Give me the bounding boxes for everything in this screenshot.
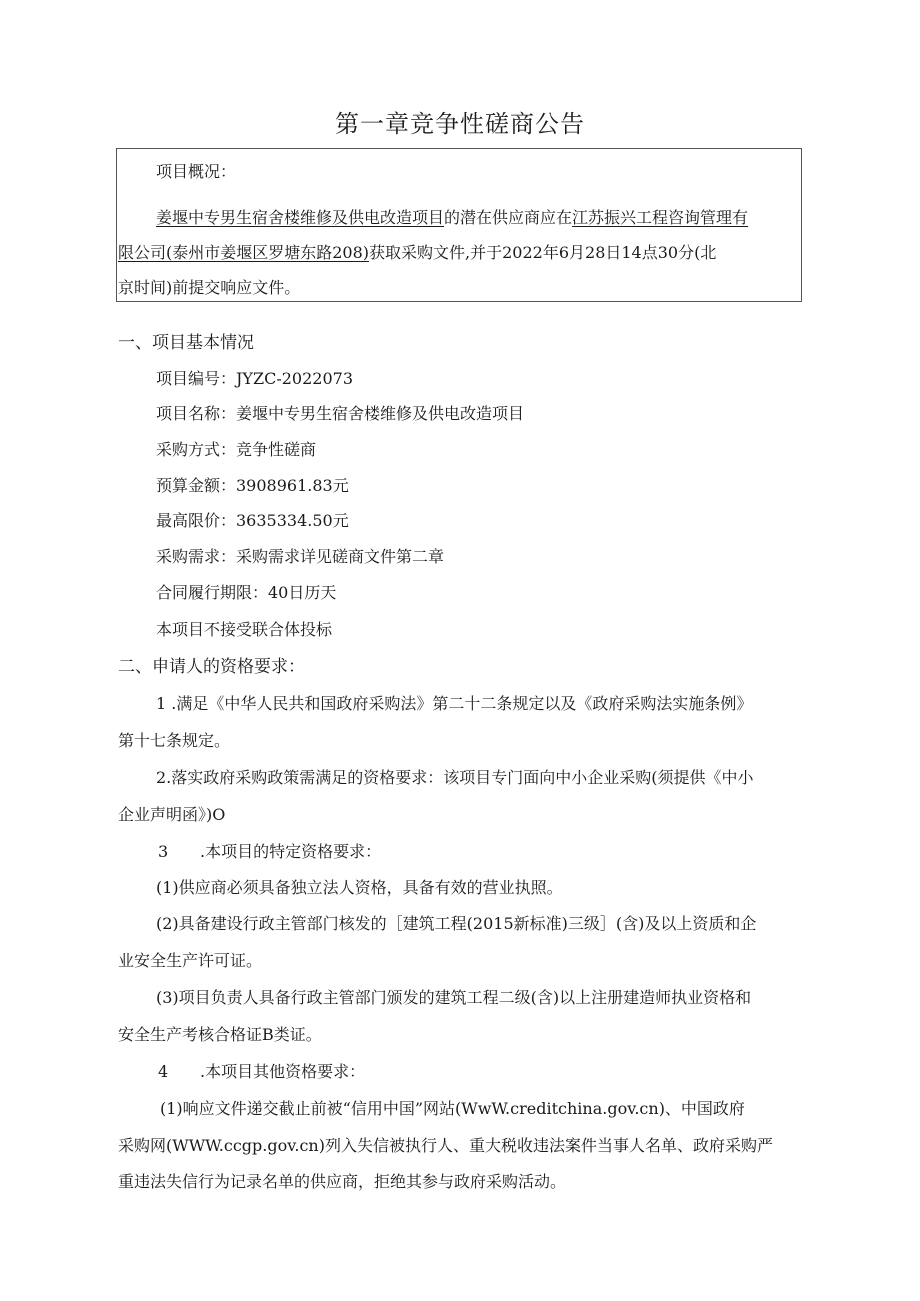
section2-heading: 二、申请人的资格要求： bbox=[118, 657, 305, 677]
overview-line-3: 京时间)前提交响应文件。 bbox=[118, 278, 301, 297]
other-requirement-1-line-3: 重违法失信行为记录名单的供应商，拒绝其参与政府采购活动。 bbox=[118, 1172, 567, 1191]
overview-text: 的潜在供应商应在 bbox=[444, 208, 573, 227]
budget-amount: 预算金额：3908961.83元 bbox=[156, 476, 349, 495]
requirement-2-line-1: 2.落实政府采购政策需满足的资格要求：该项目专门面向中小企业采购(须提供《中小 bbox=[156, 768, 754, 787]
project-number: 项目编号：JYZC-2022073 bbox=[156, 369, 354, 388]
requirement-1-line-2: 第十七条规定。 bbox=[118, 731, 231, 750]
overview-deadline: 获取采购文件,并于2022年6月28日14点30分(北 bbox=[369, 243, 717, 262]
specific-requirement-3-line-2: 安全生产考核合格证B类证。 bbox=[118, 1025, 322, 1044]
contract-period: 合同履行期限：40日历天 bbox=[156, 583, 337, 602]
overview-line-1 bbox=[156, 208, 748, 228]
procurement-method: 采购方式：竞争性磋商 bbox=[156, 440, 317, 459]
requirement-1-line-1: 1 .满足《中华人民共和国政府采购法》第二十二条规定以及《政府采购法实施条例》 bbox=[156, 694, 753, 713]
agency-name-underlined: 江苏振兴工程咨询管理有 bbox=[572, 208, 749, 227]
other-requirement-1-line-1: (1)响应文件递交截止前被“信用中国”网站(WwW.creditchina.gov.cn)、中国政府 bbox=[160, 1099, 745, 1118]
project-name: 项目名称：姜堰中专男生宿舍楼维修及供电改造项目 bbox=[156, 404, 525, 423]
requirement-3-number: 3 bbox=[158, 842, 169, 861]
procurement-needs: 采购需求：采购需求详见磋商文件第二章 bbox=[156, 547, 445, 566]
other-requirement-1-line-2: 采购网(WWW.ccgp.gov.cn)列入失信被执行人、重大税收违法案件当事人名单、政府采购严 bbox=[118, 1136, 773, 1155]
max-price: 最高限价：3635334.50元 bbox=[156, 511, 349, 530]
project-name-underlined: 姜堰中专男生宿舍楼维修及供电改造项目 bbox=[156, 208, 445, 227]
overview-line-2 bbox=[118, 243, 716, 263]
section1-heading: 一、项目基本情况 bbox=[118, 333, 254, 353]
page-title: 第一章竞争性磋商公告 bbox=[335, 110, 585, 138]
requirement-2-line-2: 企业声明函》)O bbox=[118, 805, 226, 824]
specific-requirement-2-line-1: (2)具备建设行政主管部门核发的［建筑工程(2015新标准)三级］(含)及以上资质和企 bbox=[156, 914, 757, 933]
requirement-3-heading: .本项目的特定资格要求： bbox=[200, 842, 382, 861]
overview-label: 项目概况： bbox=[156, 162, 237, 181]
no-consortium: 本项目不接受联合体投标 bbox=[156, 620, 333, 639]
specific-requirement-1: (1)供应商必须具备独立法人资格，具备有效的营业执照。 bbox=[156, 878, 563, 897]
specific-requirement-2-line-2: 业安全生产许可证。 bbox=[118, 951, 263, 970]
requirement-4-heading: .本项目其他资格要求： bbox=[200, 1062, 366, 1081]
specific-requirement-3-line-1: (3)项目负责人具备行政主管部门颁发的建筑工程二级(含)以上注册建造师执业资格和 bbox=[156, 988, 752, 1007]
agency-address-underlined: 限公司(泰州市姜堰区罗塘东路208) bbox=[118, 243, 370, 262]
requirement-4-number: 4 bbox=[158, 1062, 169, 1081]
